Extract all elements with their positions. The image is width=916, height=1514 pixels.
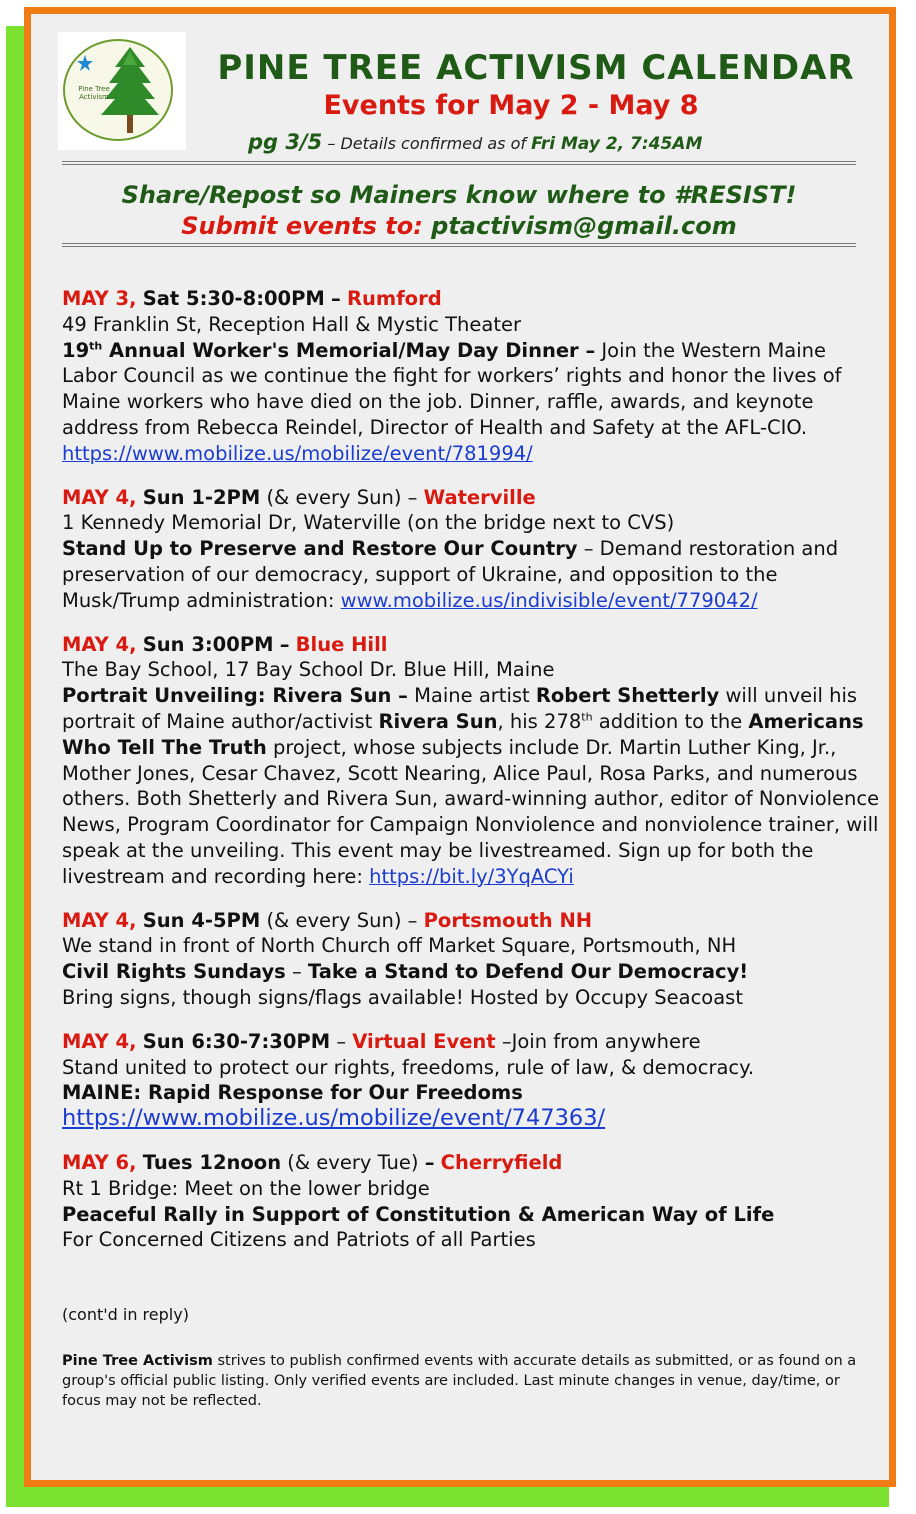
- event-location-note: –Join from anywhere: [501, 1029, 701, 1053]
- event-item: [62, 632, 882, 890]
- divider: [62, 246, 856, 247]
- event-item: [62, 485, 882, 614]
- event-item: [62, 908, 882, 1011]
- divider: [62, 243, 856, 244]
- event-time: Sun 1-2PM: [142, 485, 261, 509]
- page-info-dash: –: [327, 134, 336, 153]
- event-title: [62, 339, 595, 362]
- event-heading: [62, 1029, 882, 1055]
- event-address: 1 Kennedy Memorial Dr, Waterville (on the bridge next to CVS): [62, 511, 675, 535]
- ordinal-suffix: th: [581, 710, 593, 724]
- event-link[interactable]: https://bit.ly/3YqACYi: [369, 864, 574, 888]
- event-link[interactable]: https://www.mobilize.us/mobilize/event/781994/: [62, 441, 533, 465]
- event-recurring: (& every Tue): [287, 1150, 419, 1174]
- event-title: Stand Up to Preserve and Restore Our Country: [62, 537, 578, 561]
- event-link[interactable]: www.mobilize.us/indivisible/event/779042/: [340, 588, 758, 612]
- logo: [58, 32, 186, 150]
- event-location: Portsmouth NH: [423, 908, 593, 932]
- submit-email[interactable]: ptactivism@gmail.com: [431, 212, 737, 240]
- event-description: addition to the: [598, 709, 743, 733]
- event-title-line: [62, 959, 882, 985]
- date-range-subtitle: Events for May 2 - May 8: [323, 90, 699, 121]
- event-body: [62, 338, 882, 467]
- event-title: Peaceful Rally in Support of Constitution & American Way of Life: [62, 1202, 775, 1226]
- event-title-text: Annual Worker's Memorial/May Day Dinner –: [109, 338, 596, 362]
- share-line: Share/Repost so Mainers know where to #RESIST!: [121, 181, 797, 209]
- disclaimer: [62, 1351, 862, 1411]
- event-location: Cherryfield: [440, 1150, 563, 1174]
- event-time: Tues 12noon: [142, 1150, 282, 1174]
- event-date: MAY 4,: [62, 632, 137, 656]
- logo-text: Pine Tree Activism: [78, 85, 110, 101]
- event-description: project, whose subjects include Dr. Martin Luther King, Jr., Mother Jones, Cesar Chavez, Scott Nearing, Alice Paul, Rosa Parks, and numerous others. Both Shetterly and Rivera Sun, award-winning author, editor of Nonviolence News, Program Coordinator for Campaign Nonviolence and nonviolence trainer, will speak at the unveiling. This event may be livestreamed. Sign up for both the livestream and recording here:: [62, 735, 880, 888]
- event-time: Sat 5:30-8:00PM: [142, 287, 325, 310]
- event-link-line: [62, 1106, 882, 1132]
- event-title: MAINE: Rapid Response for Our Freedoms: [62, 1081, 523, 1105]
- page-title: PINE TREE ACTIVISM CALENDAR: [217, 48, 855, 88]
- event-description: , his 278: [497, 709, 582, 733]
- event-description: will unveil his portrait of Maine author/activist: [62, 684, 858, 733]
- logo-badge: [63, 39, 173, 141]
- event-description: Maine artist: [414, 684, 530, 708]
- submit-label: Submit events to:: [181, 212, 423, 240]
- ordinal-suffix: th: [89, 339, 103, 353]
- event-location: Rumford: [346, 287, 442, 310]
- event-dash: –: [424, 1150, 435, 1174]
- event-recurring: (& every Sun): [266, 485, 402, 509]
- person-name: Rivera Sun: [378, 709, 498, 733]
- event-dash: –: [279, 632, 290, 656]
- event-heading: [62, 632, 882, 658]
- event-location: Blue Hill: [295, 632, 388, 656]
- event-date: MAY 4,: [62, 908, 137, 932]
- event-address: Rt 1 Bridge: Meet on the lower bridge: [62, 1176, 430, 1200]
- event-item: [62, 286, 882, 467]
- event-item: [62, 1029, 882, 1132]
- event-description: Bring signs, though signs/flags available! Hosted by Occupy Seacoast: [62, 985, 743, 1009]
- event-address: Stand united to protect our rights, freedoms, rule of law, & democracy.: [62, 1055, 755, 1079]
- event-recurring: (& every Sun): [266, 908, 402, 932]
- event-location: Waterville: [423, 485, 536, 509]
- person-name: Robert Shetterly: [535, 684, 720, 708]
- event-date: MAY 3,: [62, 287, 137, 310]
- event-time: Sun 4-5PM: [142, 908, 261, 932]
- event-heading: [62, 908, 882, 934]
- event-item: [62, 1150, 882, 1253]
- event-list: [62, 286, 882, 1271]
- event-title-dash: –: [291, 960, 302, 984]
- event-link[interactable]: https://www.mobilize.us/mobilize/event/747363/: [62, 1105, 606, 1132]
- submit-line: [62, 211, 856, 241]
- event-time: Sun 3:00PM: [142, 632, 274, 656]
- event-date: MAY 6,: [62, 1150, 137, 1174]
- divider: [62, 161, 856, 162]
- disclaimer-org: Pine Tree Activism: [62, 1353, 213, 1369]
- confirmed-timestamp: Fri May 2, 7:45AM: [531, 134, 703, 154]
- event-heading: [62, 485, 882, 511]
- confirmed-label: Details confirmed as of: [340, 134, 526, 153]
- event-dash: –: [407, 485, 418, 509]
- page-info: [248, 130, 888, 156]
- event-body: [62, 536, 882, 613]
- event-description: – Demand restoration and preservation of our democracy, support of Ukraine, and opposition to the Musk/Trump administration:: [62, 537, 839, 612]
- event-heading: [62, 286, 882, 312]
- continued-note: (cont'd in reply): [62, 1305, 189, 1324]
- event-address: We stand in front of North Church off Market Square, Portsmouth, NH: [62, 934, 737, 958]
- event-title: Portrait Unveiling: Rivera Sun –: [62, 684, 408, 708]
- event-description: Join the Western Maine Labor Council as we continue the fight for workers’ rights and honor the lives of Maine workers who have died on the job. Dinner, raffle, awards, and keynote address from Rebecca Reindel, Director of Health and Safety at the AFL-CIO.: [62, 338, 842, 439]
- event-address: The Bay School, 17 Bay School Dr. Blue Hill, Maine: [62, 658, 555, 682]
- event-date: MAY 4,: [62, 1029, 137, 1053]
- event-title: Take a Stand to Defend Our Democracy!: [307, 960, 749, 984]
- event-heading: [62, 1150, 882, 1176]
- project-name: Americans Who Tell The Truth: [62, 709, 864, 759]
- event-title-ordinal: 19: [62, 338, 90, 362]
- event-address: 49 Franklin St, Reception Hall & Mystic Theater: [62, 312, 521, 336]
- event-title: Civil Rights Sundays: [62, 960, 286, 984]
- event-location: Virtual Event: [352, 1029, 496, 1053]
- event-time: Sun 6:30-7:30PM: [142, 1029, 331, 1053]
- event-date: MAY 4,: [62, 485, 137, 509]
- event-dash: –: [331, 287, 341, 310]
- event-dash: –: [336, 1029, 347, 1053]
- event-description: For Concerned Citizens and Patriots of all Parties: [62, 1228, 536, 1252]
- page-number: pg 3/5: [248, 130, 323, 154]
- disclaimer-text: strives to publish confirmed events with accurate details as submitted, or as found on a group's official public listing. Only verified events are included. Last minute changes in venue, day/time, or focus may not be reflected.: [62, 1353, 857, 1409]
- event-body: [62, 683, 882, 889]
- divider: [62, 164, 856, 165]
- event-dash: –: [407, 908, 418, 932]
